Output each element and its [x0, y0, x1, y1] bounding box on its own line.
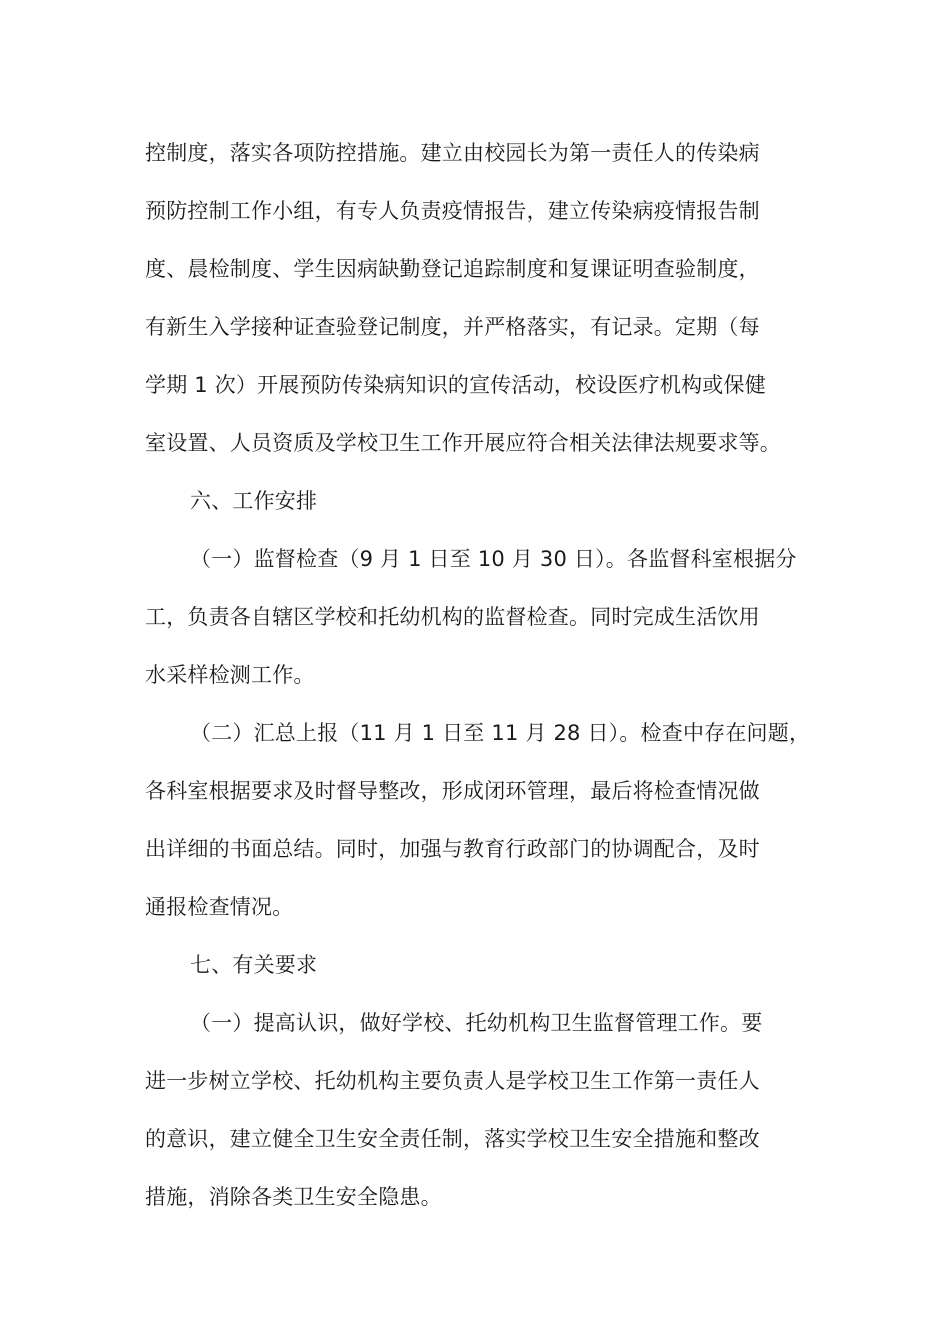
text-line: 通报检查情况。: [145, 895, 294, 919]
text-line: 室设置、人员资质及学校卫生工作开展应符合相关法律法规要求等。: [145, 431, 781, 455]
text-line: 出详细的书面总结。同时，加强与教育行政部门的协调配合，及时: [145, 837, 760, 861]
text-line: 进一步树立学校、托幼机构主要负责人是学校卫生工作第一责任人: [145, 1069, 760, 1093]
section-heading: 七、有关要求: [190, 953, 318, 977]
text-line: 预防控制工作小组，有专人负责疫情报告，建立传染病疫情报告制: [145, 199, 760, 223]
section-heading: 六、工作安排: [190, 489, 318, 513]
text-line: （二）汇总上报（11 月 1 日至 11 月 28 日）。检查中存在问题，: [190, 721, 811, 745]
text-line: 学期 1 次）开展预防传染病知识的宣传活动，校设医疗机构或保健: [145, 373, 766, 397]
text-line: 措施，消除各类卫生安全隐患。: [145, 1185, 442, 1209]
text-line: 水采样检测工作。: [145, 663, 315, 687]
text-line: （一）监督检查（9 月 1 日至 10 月 30 日）。各监督科室根据分: [190, 547, 797, 571]
text-line: 工，负责各自辖区学校和托幼机构的监督检查。同时完成生活饮用: [145, 605, 760, 629]
text-line: 控制度，落实各项防控措施。建立由校园长为第一责任人的传染病: [145, 141, 760, 165]
text-line: 度、晨检制度、学生因病缺勤登记追踪制度和复课证明查验制度，: [145, 257, 760, 281]
text-line: （一）提高认识，做好学校、托幼机构卫生监督管理工作。要: [190, 1011, 763, 1035]
text-line: 各科室根据要求及时督导整改，形成闭环管理，最后将检查情况做: [145, 779, 760, 803]
text-line: 有新生入学接种证查验登记制度，并严格落实，有记录。定期（每: [145, 315, 760, 339]
text-line: 的意识，建立健全卫生安全责任制，落实学校卫生安全措施和整改: [145, 1127, 760, 1151]
